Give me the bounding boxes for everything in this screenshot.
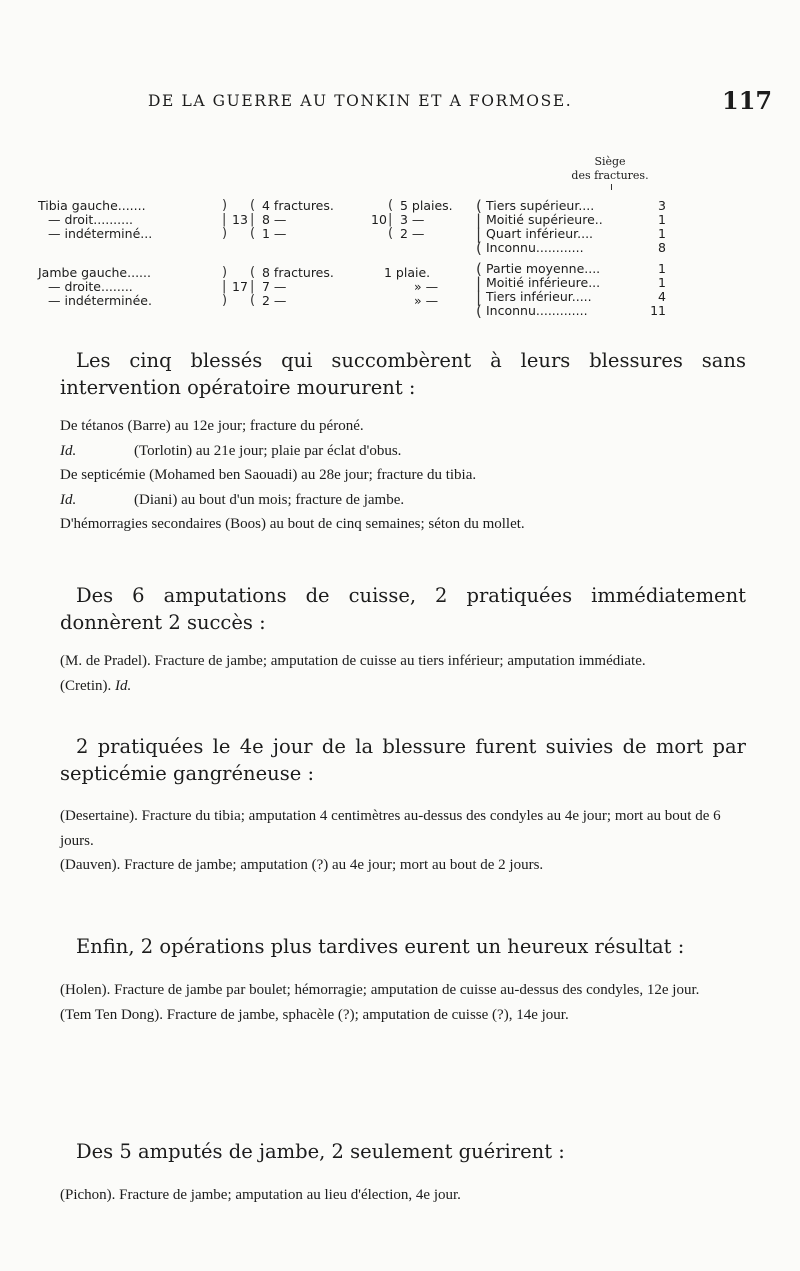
paragraph-cuisse: Des 6 amputations de cuisse, 2 pratiquées immédiatement donnèrent 2 succès : (60, 584, 746, 634)
list-item: (Pichon). Fracture de jambe; amputation au lieu d'élection, 4e jour. (60, 1187, 461, 1203)
paragraph-tardives: Enfin, 2 opérations plus tardives eurent un heureux résultat : (76, 935, 685, 958)
list-heureux (60, 978, 746, 1027)
jambe-fractures: 8 fractures. 7 — 2 — (262, 265, 334, 308)
tibia-labels: Tibia gauche....... — droit.......... — indéterminé... (38, 198, 153, 241)
list-item: Id. (Torlotin) au 21e jour; plaie par éclat d'obus. (60, 442, 402, 459)
tibia-plaies-total: 10 (371, 212, 387, 227)
list-item: (Tem Ten Dong). Fracture de jambe, sphacèle (?); amputation de cuisse (?), 14e jour. (60, 1006, 569, 1023)
paragraph-jambe: Des 5 amputés de jambe, 2 seulement guérirent : (76, 1140, 565, 1163)
tibia-plaies: 5 plaies. 3 — 2 — (400, 198, 453, 241)
jambe-siege: Partie moyenne.... 1 Moitié inférieure... 1 Tiers inférieur..... 4 Inconnu............. 11 (486, 261, 666, 318)
list-item: De tétanos (Barre) au 12e jour; fracture du péroné. (60, 418, 364, 434)
list-item: (Cretin). Id. (60, 677, 132, 694)
jambe-plaies: 1 plaie. » — » — (384, 265, 439, 308)
brace: ( | | ( (476, 197, 482, 257)
list-item: (Holen). Fracture de jambe par boulet; hémorragie; amputation de cuisse au-dessus des condyles, 12e jour. (60, 982, 700, 998)
brace: ( | ( (250, 265, 256, 308)
list-success (60, 649, 746, 698)
siege-header: Siège des fractures. (571, 155, 649, 182)
brace: ) | ) (222, 198, 228, 241)
list-mort (60, 804, 746, 878)
list-item: D'hémorragies secondaires (Boos) au bout de cinq semaines; séton du mollet. (60, 516, 525, 532)
jambe-total: 17 (232, 279, 248, 294)
jambe-labels: Jambe gauche...... — droite........ — indéterminée. (38, 265, 152, 308)
list-item: (Desertaine). Fracture du tibia; amputation 4 centimètres au-dessus des condyles au 4e jour; mort au bout de 6 jours. (60, 808, 721, 849)
list-item: (M. de Pradel). Fracture de jambe; amputation de cuisse au tiers inférieur; amputation immédiate. (60, 653, 646, 669)
paragraph-intro: Les cinq blessés qui succombèrent à leurs blessures sans intervention opératoire moururent : (60, 349, 746, 399)
page-number: 117 (722, 86, 773, 115)
paragraph-septicemie: 2 pratiquées le 4e jour de la blessure furent suivies de mort par septicémie gangréneuse : (60, 735, 746, 785)
brace: ) | ) (222, 265, 228, 308)
brace: ( | ( (388, 198, 394, 241)
tibia-total: 13 (232, 212, 248, 227)
tibia-fractures: 4 fractures. 8 — 1 — (262, 198, 334, 241)
running-header: DE LA GUERRE AU TONKIN ET A FORMOSE. (148, 92, 573, 110)
list-item: De septicémie (Mohamed ben Saouadi) au 28e jour; fracture du tibia. (60, 467, 477, 483)
tibia-siege: Tiers supérieur.... 3 Moitié supérieure.. 1 Quart inférieur.... 1 Inconnu............ 8 (486, 198, 666, 255)
brace: ( | | ( (476, 260, 482, 320)
list-item: (Dauven). Fracture de jambe; amputation (?) au 4e jour; mort au bout de 2 jours. (60, 857, 544, 873)
list-deaths (60, 414, 746, 537)
list-jambe (60, 1183, 746, 1208)
brace: ( | ( (250, 198, 256, 241)
header-rule (611, 184, 612, 190)
list-item: Id. (Diani) au bout d'un mois; fracture de jambe. (60, 491, 405, 508)
